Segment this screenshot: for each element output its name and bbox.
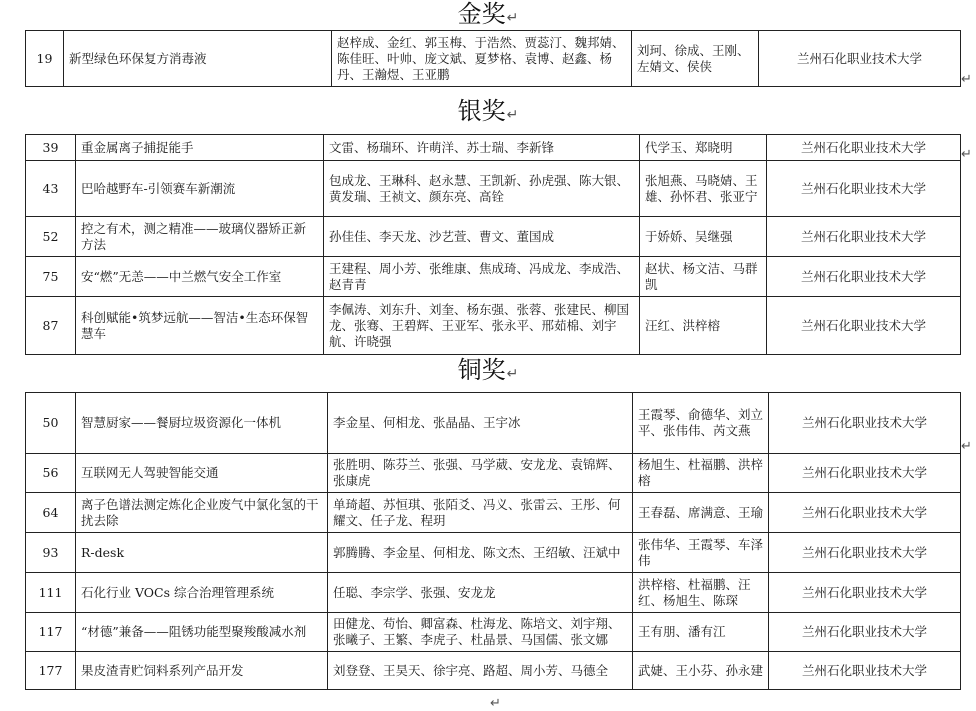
teacher-list: 洪梓榕、杜福鹏、汪红、杨旭生、陈琛 <box>633 573 769 613</box>
row-number: 87 <box>26 297 76 355</box>
student-list: 单琦超、苏恒琪、张陌爻、冯义、张雷云、王彤、何耀文、任子龙、程玥 <box>328 493 633 533</box>
table-row <box>26 297 961 355</box>
teacher-list: 张旭燕、马晓婧、王雄、孙怀君、张亚宁 <box>640 161 767 217</box>
paragraph-mark: ↵ <box>961 72 972 87</box>
row-number: 50 <box>26 393 76 454</box>
paragraph-mark: ↵ <box>961 147 972 162</box>
teacher-list: 武婕、王小芬、孙永建 <box>633 652 769 690</box>
school-name: 兰州石化职业技术大学 <box>767 161 961 217</box>
table-row <box>26 652 961 690</box>
student-list: 任聪、李宗学、张强、安龙龙 <box>328 573 633 613</box>
table-row <box>26 161 961 217</box>
paragraph-mark: ↵ <box>490 696 501 711</box>
teacher-list: 王有朋、潘有江 <box>633 613 769 652</box>
row-number: 52 <box>26 217 76 257</box>
project-name: 重金属离子捕捉能手 <box>76 135 324 161</box>
bronze-award-table <box>25 392 961 690</box>
school-name: 兰州石化职业技术大学 <box>767 217 961 257</box>
gold-award-table <box>25 30 961 87</box>
student-list: 文雷、杨瑞环、许萌洋、苏士瑞、李新锋 <box>324 135 640 161</box>
student-list: 张胜明、陈芬兰、张强、马学葳、安龙龙、袁锦辉、张康虎 <box>328 454 633 493</box>
school-name: 兰州石化职业技术大学 <box>759 31 961 87</box>
student-list: 郭腾腾、李金星、何相龙、陈文杰、王绍敏、汪斌中 <box>328 533 633 573</box>
project-name: 离子色谱法测定炼化企业废气中氯化氢的干扰去除 <box>76 493 328 533</box>
student-list: 李金星、何相龙、张晶晶、王宇冰 <box>328 393 633 454</box>
row-number: 39 <box>26 135 76 161</box>
teacher-list: 杨旭生、杜福鹏、洪梓榕 <box>633 454 769 493</box>
teacher-list: 王春磊、席满意、王瑜 <box>633 493 769 533</box>
table-row <box>26 257 961 297</box>
teacher-list: 于娇娇、吴继强 <box>640 217 767 257</box>
table-row <box>26 31 961 87</box>
section-title-gold: 金奖↵ <box>457 0 519 28</box>
school-name: 兰州石化职业技术大学 <box>769 613 961 652</box>
student-list: 刘登登、王昊天、徐宇亮、路超、周小芳、马德全 <box>328 652 633 690</box>
section-title-silver: 银奖↵ <box>457 97 519 125</box>
project-name: 安“燃”无恙——中兰燃气安全工作室 <box>76 257 324 297</box>
student-list: 田健龙、苟怡、卿富森、杜海龙、陈培文、刘宇翔、张曦子、王繁、李虎子、杜晶景、马国儒、张文娜 <box>328 613 633 652</box>
table-row <box>26 135 961 161</box>
school-name: 兰州石化职业技术大学 <box>769 533 961 573</box>
table-row <box>26 217 961 257</box>
school-name: 兰州石化职业技术大学 <box>769 652 961 690</box>
student-list: 赵梓成、金红、郭玉梅、于浩然、贾蕊汀、魏邦婧、陈佳旺、叶帅、庞文斌、夏梦格、袁博、赵鑫、杨丹、王瀚煜、王亚鹏 <box>332 31 632 87</box>
table-row <box>26 454 961 493</box>
project-name: 控之有术，测之精准——玻璃仪器矫正新方法 <box>76 217 324 257</box>
paragraph-mark: ↵ <box>961 439 972 454</box>
project-name: 果皮渣青贮饲料系列产品开发 <box>76 652 328 690</box>
school-name: 兰州石化职业技术大学 <box>767 135 961 161</box>
row-number: 93 <box>26 533 76 573</box>
row-number: 75 <box>26 257 76 297</box>
project-name: R-desk <box>76 533 328 573</box>
teacher-list: 刘珂、徐成、王刚、左婧文、侯侠 <box>632 31 759 87</box>
teacher-list: 赵状、杨文洁、马群凯 <box>640 257 767 297</box>
teacher-list: 王霞琴、俞德华、刘立平、张伟伟、芮文燕 <box>633 393 769 454</box>
table-row <box>26 533 961 573</box>
teacher-list: 汪红、洪梓榕 <box>640 297 767 355</box>
project-name: 新型绿色环保复方消毒液 <box>64 31 332 87</box>
project-name: 智慧厨家——餐厨垃圾资源化一体机 <box>76 393 328 454</box>
teacher-list: 张伟华、王霞琴、车泽伟 <box>633 533 769 573</box>
school-name: 兰州石化职业技术大学 <box>767 257 961 297</box>
section-title-bronze: 铜奖↵ <box>457 356 519 384</box>
row-number: 117 <box>26 613 76 652</box>
row-number: 111 <box>26 573 76 613</box>
row-number: 43 <box>26 161 76 217</box>
school-name: 兰州石化职业技术大学 <box>769 493 961 533</box>
school-name: 兰州石化职业技术大学 <box>769 573 961 613</box>
school-name: 兰州石化职业技术大学 <box>769 454 961 493</box>
project-name: 互联网无人驾驶智能交通 <box>76 454 328 493</box>
student-list: 包成龙、王琳科、赵永慧、王凯新、孙虎强、陈大银、黄发瑞、王祯文、颜东亮、高铨 <box>324 161 640 217</box>
project-name: 巴哈越野车-引领赛车新潮流 <box>76 161 324 217</box>
school-name: 兰州石化职业技术大学 <box>767 297 961 355</box>
table-row <box>26 573 961 613</box>
table-row <box>26 393 961 454</box>
row-number: 64 <box>26 493 76 533</box>
table-row <box>26 493 961 533</box>
project-name: “材德”兼备——阻锈功能型聚羧酸减水剂 <box>76 613 328 652</box>
school-name: 兰州石化职业技术大学 <box>769 393 961 454</box>
silver-award-table <box>25 134 961 355</box>
row-number: 19 <box>26 31 64 87</box>
student-list: 李佩涛、刘东升、刘奎、杨东强、张蓉、张建民、柳国龙、张骞、王碧辉、王亚军、张永平、邢茹棉、刘宇航、许晓强 <box>324 297 640 355</box>
student-list: 王建程、周小芳、张维康、焦成琦、冯成龙、李成浩、赵青青 <box>324 257 640 297</box>
row-number: 177 <box>26 652 76 690</box>
project-name: 科创赋能•筑梦远航——智洁•生态环保智慧车 <box>76 297 324 355</box>
teacher-list: 代学玉、郑晓明 <box>640 135 767 161</box>
student-list: 孙佳佳、李天龙、沙艺萱、曹文、董国成 <box>324 217 640 257</box>
row-number: 56 <box>26 454 76 493</box>
table-row <box>26 613 961 652</box>
project-name: 石化行业 VOCs 综合治理管理系统 <box>76 573 328 613</box>
